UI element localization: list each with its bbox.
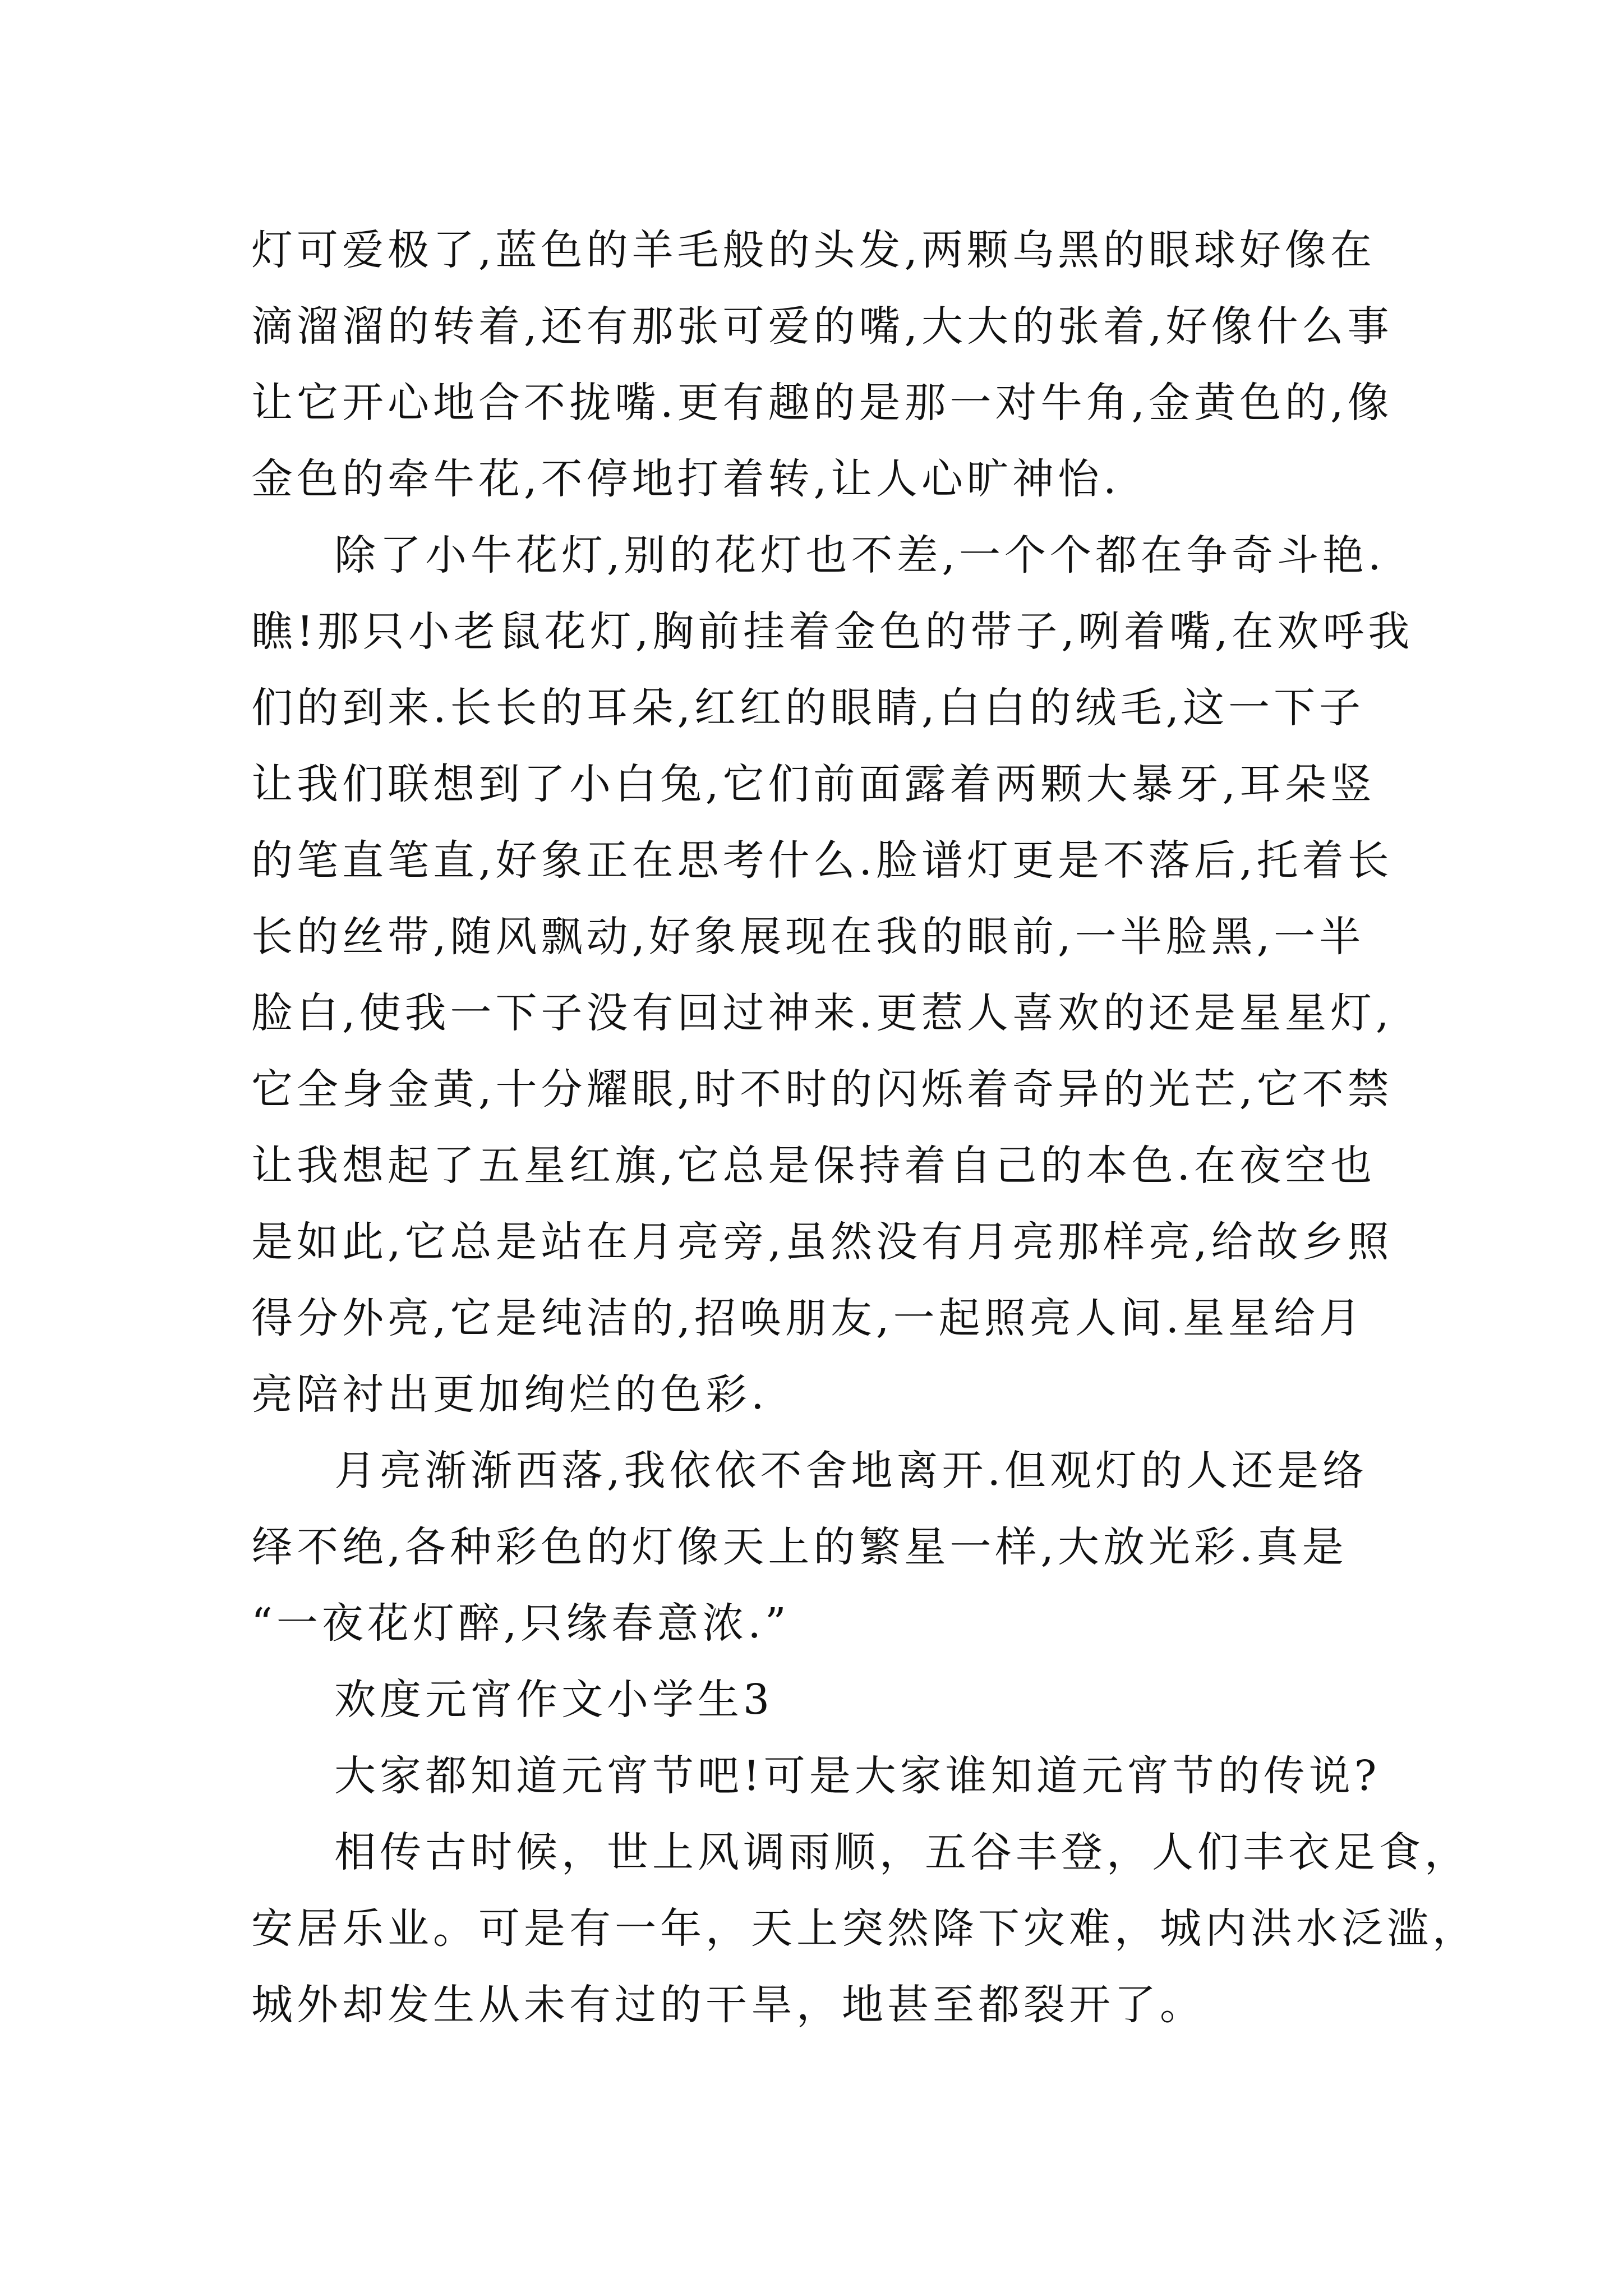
paragraph-start-line: 相传古时候，世上风调雨顺，五谷丰登，人们丰衣足食， [334,1828,1470,1876]
text-line: 让它开心地合不拢嘴.更有趣的是那一对牛角,金黄色的,像 [251,379,1393,427]
text-line: 们的到来.长长的耳朵,红红的眼睛,白白的绒毛,这一下子 [251,684,1365,732]
paragraph-start-line: 除了小牛花灯,别的花灯也不差,一个个都在争奇斗艳. [334,531,1385,579]
paragraph-start-line: 月亮渐渐西落,我依依不舍地离开.但观灯的人还是络 [334,1447,1368,1495]
text-line: 让我们联想到了小白兔,它们前面露着两颗大暴牙,耳朵竖 [251,760,1376,808]
text-line: 它全身金黄,十分耀眼,时不时的闪烁着奇异的光芒,它不禁 [251,1065,1393,1114]
text-line: 金色的牵牛花,不停地打着转,让人心旷神怡. [251,455,1121,503]
text-line: 亮陪衬出更加绚烂的色彩. [251,1370,768,1419]
text-line: 长的丝带,随风飘动,好象展现在我的眼前,一半脸黑,一半 [251,913,1365,961]
text-line: 灯可爱极了,蓝色的羊毛般的头发,两颗乌黑的眼球好像在 [251,226,1376,274]
text-line: 是如此,它总是站在月亮旁,虽然没有月亮那样亮,给故乡照 [251,1218,1393,1266]
paragraph-start-line: 大家都知道元宵节吧!可是大家谁知道元宵节的传说? [334,1752,1381,1800]
text-line: 城外却发生从未有过的干旱，地甚至都裂开了。 [251,1981,1205,2029]
text-line: 得分外亮,它是纯洁的,招唤朋友,一起照亮人间.星星给月 [251,1294,1365,1342]
text-line: 安居乐业。可是有一年，天上突然降下灾难，城内洪水泛滥， [251,1904,1478,1953]
document-body [251,212,1478,2043]
text-line: 的笔直笔直,好象正在思考什么.脸谱灯更是不落后,托着长 [251,836,1393,885]
text-line: 瞧!那只小老鼠花灯,胸前挂着金色的带子,咧着嘴,在欢呼我 [251,608,1414,656]
text-line: “一夜花灯醉,只缘春意浓.” [251,1599,790,1648]
text-line: 滴溜溜的转着,还有那张可爱的嘴,大大的张着,好像什么事 [251,302,1393,351]
text-line: 让我想起了五星红旗,它总是保持着自己的本色.在夜空也 [251,1142,1376,1190]
section-heading: 欢度元宵作文小学生3 [334,1676,774,1724]
text-line: 脸白,使我一下子没有回过神来.更惹人喜欢的还是星星灯, [251,989,1393,1037]
text-line: 绎不绝,各种彩色的灯像天上的繁星一样,大放光彩.真是 [251,1523,1348,1571]
